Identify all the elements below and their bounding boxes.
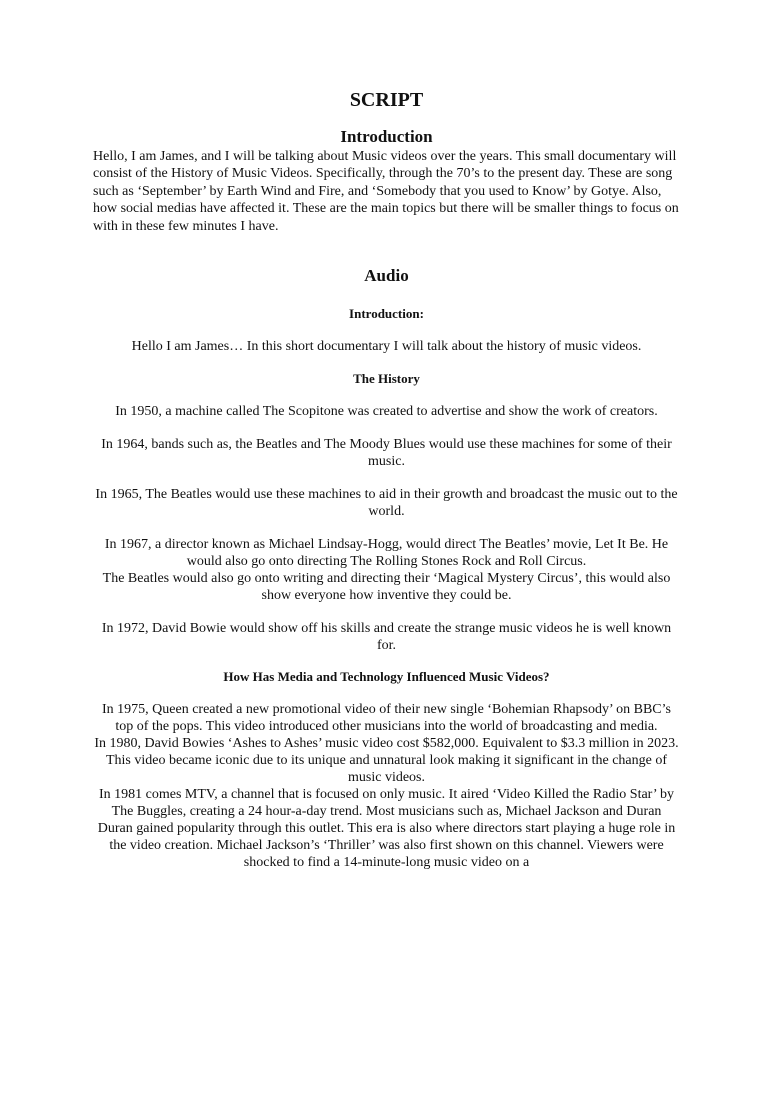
history-paragraph: The Beatles would also go onto writing and directing their ‘Magical Mystery Circus’, this would also show everyone how inventive they could be. [102,571,671,604]
media-paragraph: In 1980, David Bowies ‘Ashes to Ashes’ music video cost $582,000. Equivalent to $3.3 million in 2023. This video became iconic due to its unique and unnatural look making it significant in the change of music videos. [94,736,679,786]
introduction-paragraph: Hello, I am James, and I will be talking about Music videos over the years. This small documentary will consist of the History of Music Videos. Specifically, through the 70’s to the present day. These are song such as ‘September’ by Earth Wind and Fire, and ‘Somebody that you used to Know’ by Gotye. Also, how social medias have affected it. These are the main topics but there will be smaller things to focus on with in these few minutes I have. [93,149,679,234]
audio-heading: Audio [364,266,409,286]
history-paragraph: In 1965, The Beatles would use these machines to aid in their growth and broadcast the music out to the world. [95,487,678,520]
introduction-heading: Introduction [340,127,433,146]
document-page [0,88,768,1112]
audio-introduction-text: Hello I am James… In this short documentary I will talk about the history of music videos. [131,339,642,355]
page-title: SCRIPT [349,89,424,111]
history-label: The History [353,371,420,387]
history-paragraph: In 1967, a director known as Michael Lindsay-Hogg, would direct The Beatles’ movie, Let It Be. He would also go onto directing The Rolling Stones Rock and Roll Circus. [104,537,669,570]
media-paragraph: In 1975, Queen created a new promotional video of their new single ‘Bohemian Rhapsody’ on BBC’s top of the pops. This video introduced other musicians into the world of broadcasting and media. [102,702,671,735]
history-paragraph: In 1964, bands such as, the Beatles and The Moody Blues would use these machines for some of their music. [101,437,672,470]
media-technology-label: How Has Media and Technology Influenced Music Videos? [223,669,550,685]
audio-introduction-label: Introduction: [349,306,424,322]
media-paragraph: In 1981 comes MTV, a channel that is focused on only music. It aired ‘Video Killed the Radio Star’ by The Buggles, creating a 24 hour-a-day trend. Most musicians such as, Michael Jackson and Duran Duran gained popularity through this outlet. This era is also where directors start playing a huge role in the video creation. Michael Jackson’s ‘Thriller’ was also first shown on this channel. Viewers were shocked to find a 14-minute-long music video on a [97,787,676,871]
history-paragraph: In 1972, David Bowie would show off his skills and create the strange music videos he is well known for. [101,621,672,654]
history-paragraph: In 1950, a machine called The Scopitone was created to advertise and show the work of creators. [115,404,658,420]
